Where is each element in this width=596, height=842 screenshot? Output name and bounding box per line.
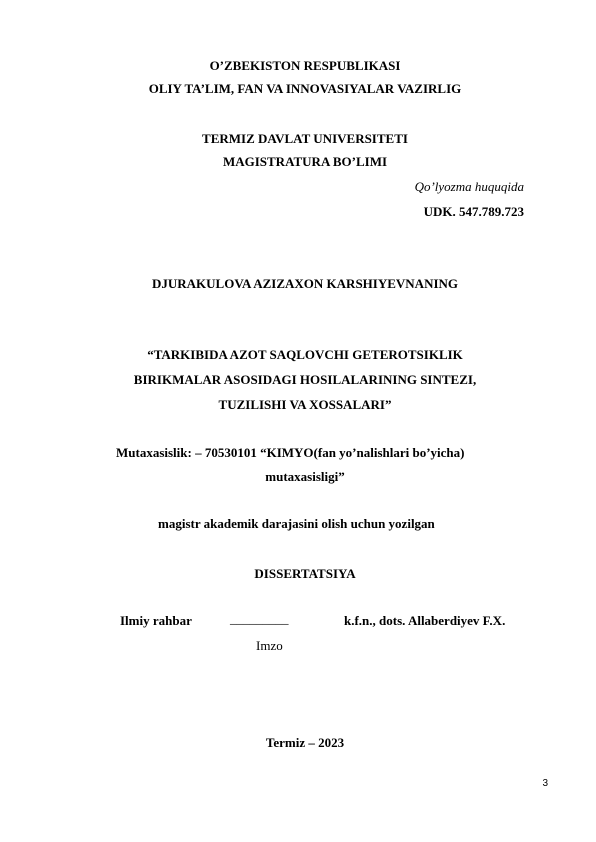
signature-line: _________: [230, 611, 289, 626]
dissertation-title-line-2: BIRIKMALAR ASOSIDAGI HOSILALARINING SINTEZI,: [133, 372, 477, 387]
specialty-line-2: mutaxasisligi”: [265, 469, 345, 484]
dissertation-title-line-1: “TARKIBIDA AZOT SAQLOVCHI GETEROTSIKLIK: [147, 347, 463, 362]
degree-purpose: magistr akademik darajasini olish uchun yozilgan: [158, 516, 435, 531]
page-number: 3: [542, 778, 548, 789]
ministry-heading: OLIY TA’LIM, FAN VA INNOVASIYALAR VAZIRLIG: [148, 81, 462, 96]
place-year: Termiz – 2023: [265, 735, 345, 750]
signature-caption: Imzo: [256, 638, 283, 653]
author-name: DJURAKULOVA AZIZAXON KARSHIYEVNANING: [151, 276, 459, 291]
dissertation-title-line-3: TUZILISHI VA XOSSALARI”: [218, 397, 392, 412]
udk-code: UDK. 547.789.723: [423, 204, 524, 219]
document-type: DISSERTATSIYA: [254, 566, 356, 581]
department-heading: MAGISTRATURA BO’LIMI: [222, 154, 388, 169]
supervisor-name: k.f.n., dots. Allaberdiyev F.X.: [344, 613, 506, 628]
manuscript-rights: Qo’lyozma huquqida: [414, 179, 524, 194]
university-heading: TERMIZ DAVLAT UNIVERSITETI: [202, 131, 408, 146]
supervisor-label: Ilmiy rahbar: [120, 613, 192, 628]
specialty-line-1: Mutaxasislik: – 70530101 “KIMYO(fan yo’nalishlari bo’yicha): [116, 445, 465, 460]
republic-heading: O’ZBEKISTON RESPUBLIKASI: [209, 58, 401, 73]
